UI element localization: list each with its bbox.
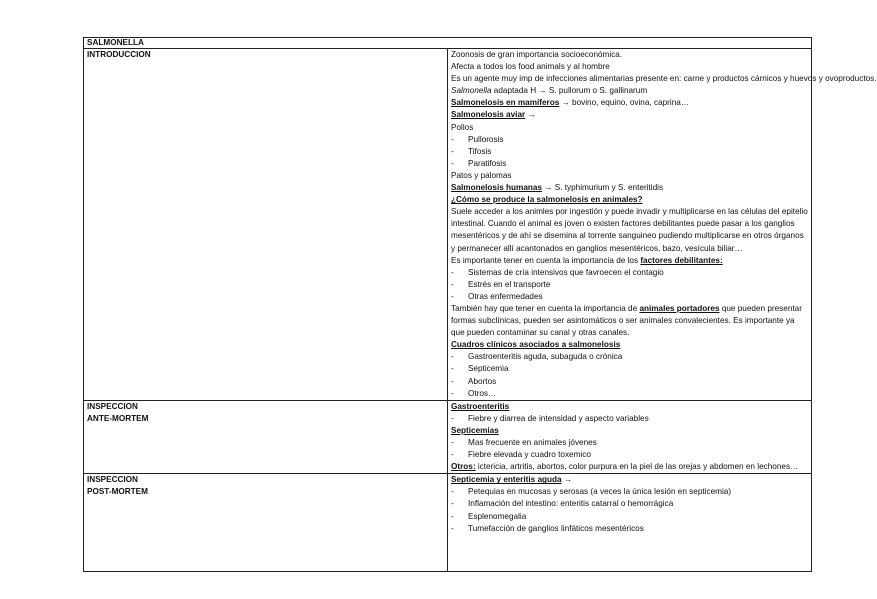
aviar-heading: Salmonelosis aviar [451,110,526,120]
list-item: - Petequias en mucosas y serosas (a veces la única lesión en septicemia) [451,487,732,497]
post-mortem-label: INSPECCION POST-MORTEM [84,474,448,572]
list-item: - Fiebre elevada y cuadro toxemico [451,450,591,460]
list-item: - Paratifosis [451,158,507,168]
intro-label: INTRODUCCION [84,49,448,401]
title-row [84,38,812,49]
portadores-heading: animales portadores [639,303,720,313]
septicemias-heading: Septicemias [451,425,499,435]
intro-line-3: Es un agente muy imp de infecciones alimentarias presente en: carne y productos cárnicos y huevos y ovoproductos. [451,74,877,84]
salmonella-italic: Salmonella [451,86,492,96]
patos-line: Patos y palomas [451,170,512,180]
aviar-line [451,109,808,121]
intro-line-4 [451,85,808,97]
ante-mortem-row [84,400,812,474]
aviar-arrow: → [525,110,536,120]
list-item: - Mas frecuente en animales jóvenes [451,438,597,447]
list-item: - Tumefacción de ganglios linfáticos mesentéricos [451,523,644,533]
table-title: SALMONELLA [84,38,812,49]
intro-row [84,49,812,401]
list-item: - Pullorosis [451,134,504,144]
intro-content [448,49,877,401]
list-item: - Estrés en el transporte [451,279,551,289]
factores-heading: factores debilitantes: [640,255,723,265]
salmonella-table [83,37,877,572]
factores-line: Es importante tener en cuenta la importancia de los factores debilitantes: [451,255,723,265]
post-mortem-content [448,474,812,572]
portadores-paragraph: También hay que tener en cuenta la importancia de animales portadores que pueden presentar formas subclínicas, pueden ser asintomáticos o ser animales convalecientes. Es importante ya que pueden contaminar su canal y otras canales. [451,303,802,338]
intro-line-2: Afecta a todos los food animals y al hombre [451,62,610,72]
ante-mortem-content [448,400,812,474]
post-heading-line: Septicemia y enteritis aguda → [451,475,573,485]
list-item: - Sistemas de cría intensivos que favroecen el contagio [451,267,664,277]
humanas-text: → S. typhimurium y S. enteritidis [542,183,664,193]
list-item: - Otros… [451,388,497,398]
gastro-heading: Gastroenteritis [451,401,510,411]
post-heading: Septicemia y enteritis aguda [451,475,562,485]
list-item: - Tifosis [451,146,492,156]
como-paragraph: Suele acceder a los animles por ingestión y puede invadir y multiplicarse en las células del epitelio intestinal. Cuando el animal es joven o existen factores debilitantes puede pasar a los ganglios mesentéricos y de ahí se disemina al torrente sanguineo pudiendo multiplicarse en otros órganos y permanecer allí acantonados en ganglios mesentéricos, bazo, vesícula biliar… [451,207,808,253]
list-item: - Inflamación del intestino: enteritis catarral o hemorrágica [451,499,674,509]
pollos-line: Pollos [451,122,474,132]
cuadros-heading: Cuadros clínicos asociados a salmonelosis [451,340,621,350]
mamiferos-text: → bovino, equino, ovina, caprina… [559,98,690,108]
humanas-heading: Salmonelosis humanas [451,183,543,193]
otros-line: Otros: ictericia, artritis, abortos, color purpura en la piel de las orejas y abdomen en lechones… [451,462,799,472]
ante-mortem-label: INSPECCION ANTE-MORTEM [84,400,448,474]
otros-heading: Otros: [451,462,476,472]
post-mortem-row [84,474,812,572]
list-item: - Esplenomegalia [451,511,527,521]
mamiferos-heading: Salmonelosis en mamíferos [451,98,560,108]
mamiferos-line [451,97,808,109]
list-item: - Fiebre y diarrea de intensidad y aspecto variables [451,413,649,423]
list-item: - Gastroenteritis aguda, subaguda o crónica [451,352,623,362]
list-item: - Septicemia [451,364,509,374]
list-item: - Otras enfermedades [451,291,543,301]
list-item: - Abortos [451,376,497,386]
intro-line-4-rest: adaptada H → S. pullorum o S. gallinarum [491,86,648,96]
humanas-line [451,182,808,194]
intro-line-1: Zoonosis de gran importancia socioeconómica. [451,50,623,59]
como-heading: ¿Cómo se produce la salmonelosis en animales? [451,195,643,205]
